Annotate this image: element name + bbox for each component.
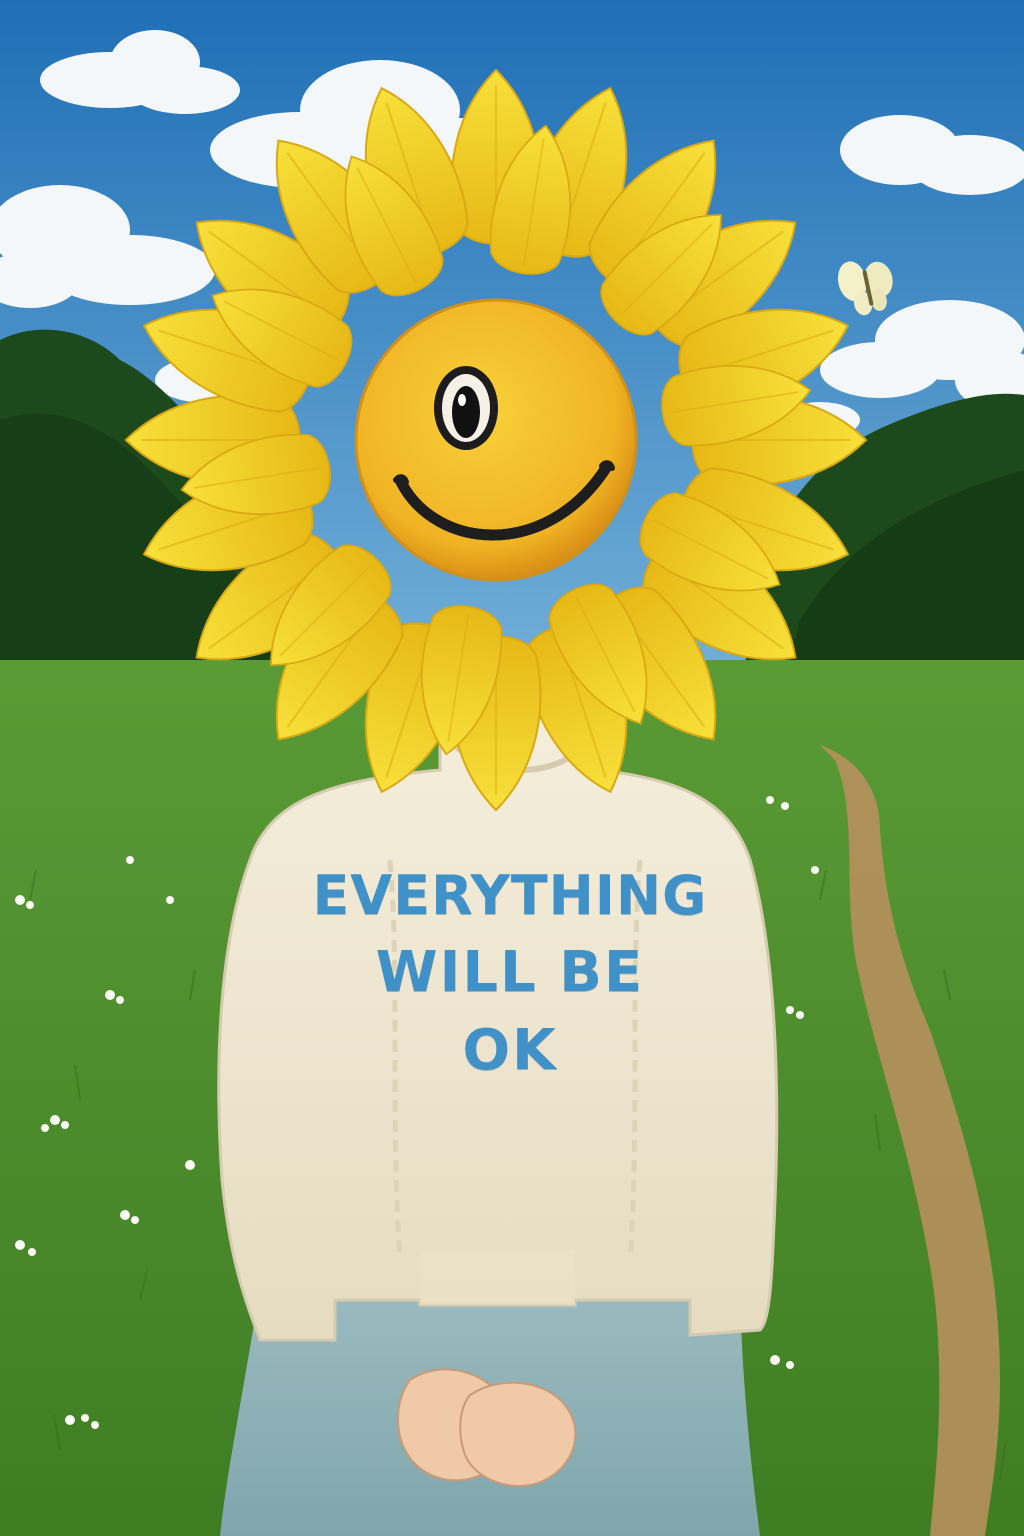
sweater-text-line1: EVERYTHING [312, 864, 708, 927]
eye-icon [434, 366, 498, 450]
sweater-text-line3: OK [462, 1018, 558, 1083]
sweater-text-line2: WILL BE [375, 940, 645, 1005]
